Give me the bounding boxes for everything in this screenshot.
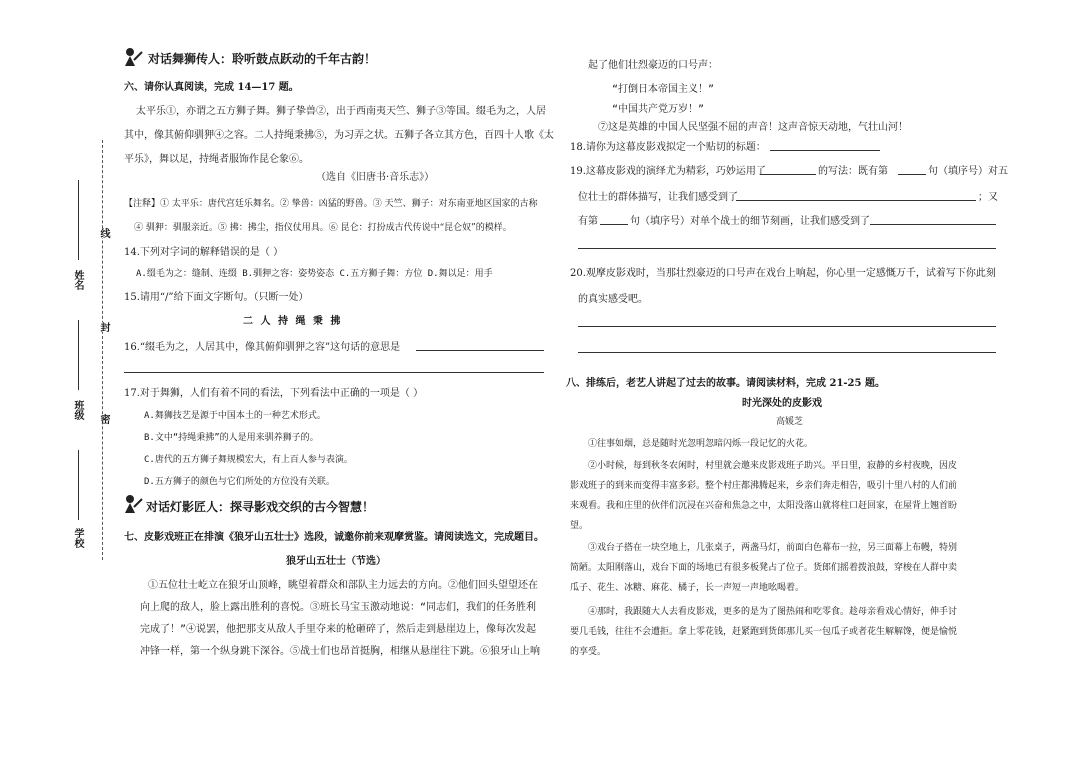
slogan-2: “中国共产党万岁！” [612,104,705,115]
article-para2-line4: 望。 [570,521,589,531]
question-15-text[interactable]: 二 人 持 绳 秉 拂 [243,316,343,327]
question-19-part1: 19.这幕皮影戏的演绎尤为精彩，巧妙运用了 [570,166,766,177]
story-line3: 完成了！”④说罢，他把那支从敌人手里夺来的枪砸碎了，然后走到悬崖边上，像每次发起 [140,624,537,635]
article-para3-line3: 瓜子、花生、冰糖、麻花、橘子，长一声短一声地吆喝着。 [570,583,805,593]
name-label: 姓名 [72,270,83,290]
answer-line-16a[interactable] [416,350,544,351]
answer-line-19-sentence2[interactable] [600,224,628,225]
article-para4-line2: 要几毛钱，往往不会遭拒。拿上零花钱，赶紧跑到货郎那儿买一包瓜子或者花生解解馋，便是愉悦 [570,627,958,637]
answer-line-20b[interactable] [578,352,996,353]
annotation-line2: ④ 驯狎：驯服亲近。⑤ 拂：拂尘，指仪仗用具。⑥ 昆仑：打扮成古代传说中“昆仑奴”的模样。 [134,223,512,233]
question-19-part4: 位壮士的群体描写，让我们感受到了 [578,192,738,203]
article-title: 时光深处的皮影戏 [742,398,822,409]
article-para3-line2: 简陋。太阳刚落山，戏台下面的场地已有很多板凳占了位子。货郎们摇着拨浪鼓，穿梭在人群中卖 [570,563,958,573]
q6-intro: 六、请你认真阅读，完成 14—17 题。 [124,82,299,93]
answer-line-19-feeling1[interactable] [736,200,976,201]
answer-line-19-feeling2[interactable] [870,224,996,225]
answer-line-20a[interactable] [578,326,996,327]
article-para2-line1: ②小时候，每到秋冬农闲时，村里就会邀来皮影戏班子助兴。平日里，寂静的乡村夜晚，因皮 [588,461,958,471]
article-para2-line3: 来观看。我和庄里的伙伴们沉浸在兴奋和焦急之中，太阳没落山就将柱口赶回家，在屋背上翘首盼 [570,501,958,511]
question-20-cont: 的真实感受吧。 [578,294,648,305]
question-19-part7: 句（填序号）对单个战士的细节刻画，让我们感受到了 [630,216,870,227]
question-16: 16.“缀毛为之，人居其中，像其俯仰驯狎之容”这句话的意思是 [124,342,401,353]
pen-writing-icon [122,493,144,515]
story-line1: ①五位壮士屹立在狼牙山顶峰，眺望着群众和部队主力远去的方向。②他们回头望望还在 [148,580,538,591]
question-18: 18.请你为这幕皮影戏拟定一个贴切的标题： [570,142,766,153]
q17-option-d[interactable]: D.五方狮子的颜色与它们所处的方位没有关联。 [144,477,335,487]
question-19-part5: ；又 [978,192,998,203]
name-blank[interactable] [78,180,79,260]
seal-line-mark: 线 [98,228,109,238]
question-15: 15.请用“/”给下面文字断句。（只断一处） [124,292,309,303]
answer-line-19-cont[interactable] [578,248,996,249]
story-title: 狼牙山五壮士（节选） [286,556,386,567]
seal-mi-mark: 密 [98,414,109,424]
class-label: 班级 [72,400,83,420]
question-17: 17.对于舞狮，人们有着不同的看法，下列看法中正确的一项是（ ） [124,388,424,399]
q17-option-a[interactable]: A.舞狮技艺是源于中国本土的一种艺术形式。 [144,411,326,421]
story-line2: 向上爬的敌人，脸上露出胜利的喜悦。③班长马宝玉激动地说：“同志们，我们的任务胜利 [140,602,537,613]
question-14: 14.下列对字词的解释错误的是（ ） [124,247,284,258]
classical-text-line1: 太平乐①，亦谓之五方狮子舞。狮子挚兽②，出于西南夷天竺、狮子③等国。缀毛为之，人居 [136,106,546,117]
question-19-part6: 有第 [578,216,598,227]
annotation-line1: 【注释】① 太平乐：唐代宫廷乐舞名。② 挚兽：凶猛的野兽。③ 天竺、狮子：对东南亚地区国家的古称 [124,199,538,209]
answer-line-19-method[interactable] [760,174,816,175]
part1-title: 对话舞狮传人：聆听鼓点跃动的千年古韵！ [148,52,377,66]
story-line4: 冲锋一样，第一个纵身跳下深谷。⑤战士们也昂首挺胸，相继从悬崖往下跳。⑥狼牙山上响 [140,646,540,657]
article-author: 高媛芝 [776,417,804,427]
answer-line-18[interactable] [770,150,880,151]
question-20: 20.观摩皮影戏时，当那壮烈豪迈的口号声在戏台上响起，你心里一定感慨万千，试着写下你此刻 [570,268,996,279]
binding-dashed-line [102,140,103,560]
article-para4-line3: 的享受。 [570,647,607,657]
school-label: 学校 [72,528,83,548]
classical-text-line2: 其中，像其俯仰驯狎④之容。二人持绳秉拂⑤，为习弄之状。五狮子各立其方色，百四十人歌《太 [124,130,554,141]
part2-title: 对话灯影匠人：探寻影戏交织的古今智慧！ [146,500,375,514]
pen-writing-icon [122,46,144,68]
q7-intro: 七、皮影戏班正在排演《狼牙山五壮士》选段，诚邀你前来观摩赏鉴。请阅读选文，完成题目。 [124,532,544,543]
question-19-part3: 句（填序号）对五 [928,166,1008,177]
q17-option-c[interactable]: C.唐代的五方狮子舞规模宏大，有上百人参与表演。 [144,455,353,465]
article-para2-line2: 影戏班子的到来而变得丰富多彩。整个村庄都沸腾起来，乡亲们奔走相告，吸引十里八村的人们前 [570,481,958,491]
school-blank[interactable] [78,450,79,520]
slogan-1: “打倒日本帝国主义！” [612,84,715,95]
question-14-options[interactable]: A.缀毛为之：缝制、连缀 B.驯狎之容：姿势姿态 C.五方狮子舞：方位 D.舞以足：用手 [136,269,493,279]
seal-seal-mark: 封 [98,322,109,332]
answer-line-19-sentence1[interactable] [898,174,926,175]
article-para4-line1: ④那时，我跟随大人去看皮影戏，更多的是为了图热闹和吃零食。趁母亲看戏心情好，伸手讨 [588,607,958,617]
question-19-part2: 的写法：既有第 [818,166,888,177]
story-cont-line: 起了他们壮烈豪迈的口号声： [588,60,718,71]
answer-line-16b[interactable] [124,372,544,373]
q8-intro: 八、排练后，老艺人讲起了过去的故事。请阅读材料，完成 21-25 题。 [566,378,885,389]
story-sentence-7: ⑦这是英雄的中国人民坚强不屈的声音！这声音惊天动地，气壮山河！ [598,122,908,133]
article-para1: ①往事如烟，总是随时光忽明忽暗闪烁一段记忆的火花。 [588,439,814,449]
q17-option-b[interactable]: B.文中“持绳秉拂”的人是用来驯养狮子的。 [144,433,319,443]
classical-text-line3: 平乐》，舞以足，持绳者服饰作昆仑象⑥。 [124,154,309,165]
source-citation: （选自《旧唐书·音乐志》） [316,172,435,183]
class-blank[interactable] [78,320,79,390]
article-para3-line1: ③戏台子搭在一块空地上，几张桌子，两盏马灯，前面白色幕布一拉，另三面幕上布幔，特别 [588,543,958,553]
